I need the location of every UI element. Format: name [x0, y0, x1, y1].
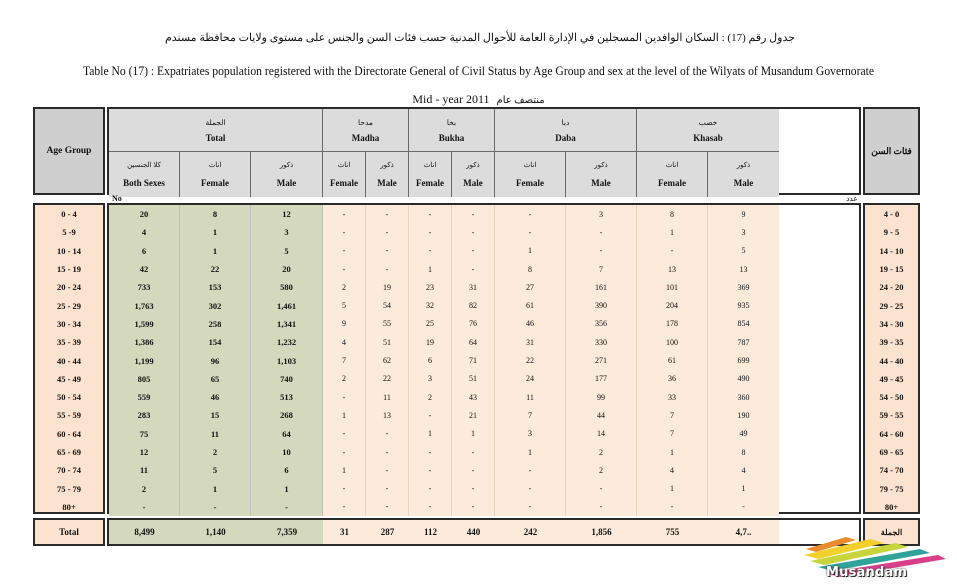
table-cell: 36 — [668, 374, 676, 384]
table-column — [323, 205, 366, 516]
age-group-cell: 50 - 54 — [56, 392, 82, 403]
table-cell: 283 — [137, 410, 151, 421]
total-label-arabic: الجملة — [863, 518, 920, 546]
table-cell: 46 — [526, 319, 534, 329]
table-cell: 271 — [595, 356, 607, 366]
table-cell: 11 — [139, 465, 149, 476]
table-title-arabic: جدول رقم (17) : السكان الوافدين المسجلين في الإدارة العامة للأحوال المدنية حسب فئات السن والجنس على مستوى ولايات محافظة مسندم — [164, 32, 796, 44]
period-arabic: منتصف عام — [496, 95, 545, 106]
table-cell: - — [385, 246, 389, 256]
table-cell: 75 — [139, 428, 149, 439]
table-cell: 4 — [141, 227, 147, 238]
table-cell: - — [428, 227, 432, 237]
table-cell: 740 — [280, 373, 293, 384]
table-cell: - — [742, 502, 745, 512]
table-column — [708, 205, 779, 516]
table-cell: - — [670, 502, 674, 512]
table-cell: 1,763 — [134, 300, 154, 311]
table-cell: 854 — [737, 319, 750, 329]
table-cell: 1 — [471, 429, 475, 439]
table-cell: 153 — [208, 282, 222, 293]
subcol-header: اناث Female — [409, 152, 452, 197]
total-cell: 7,359 — [251, 520, 323, 544]
table-column — [366, 205, 409, 516]
table-cell: 3 — [284, 227, 289, 238]
table-column — [109, 205, 180, 516]
table-cell: 8 — [212, 209, 218, 220]
total-cell: 4,7.. — [708, 520, 779, 544]
table-cell: 1 — [212, 227, 218, 238]
age-group-cell: 80+ — [884, 501, 899, 512]
table-cell: 2 — [599, 465, 603, 475]
age-group-cell: 70 - 74 — [56, 465, 82, 476]
age-group-cell: 4 - 0 — [883, 209, 900, 220]
age-group-cell: 60 - 64 — [56, 428, 82, 439]
subcol-header: ذكور Male — [452, 152, 495, 197]
table-cell: 7 — [599, 264, 603, 274]
age-group-cell: 45 - 49 — [56, 373, 82, 384]
table-cell: 1 — [284, 483, 289, 494]
table-cell: 32 — [426, 301, 434, 311]
table-cell: - — [428, 502, 432, 512]
table-cell: - — [471, 465, 475, 475]
table-cell: 101 — [666, 282, 678, 292]
table-cell: - — [385, 264, 389, 274]
table-cell: 4 — [342, 337, 346, 347]
table-cell: 7 — [670, 410, 674, 420]
age-group-cell: 69 - 65 — [879, 447, 904, 457]
age-group-cell: 34 - 30 — [879, 318, 904, 329]
table-cell: - — [342, 502, 346, 512]
table-cell: 13 — [383, 410, 391, 420]
table-cell: - — [285, 501, 288, 512]
table-cell: 71 — [469, 356, 477, 366]
table-cell: 19 — [426, 337, 434, 347]
table-cell: 4 — [670, 465, 674, 475]
table-cell: - — [428, 209, 432, 219]
table-cell: - — [528, 227, 532, 237]
table-cell: 3 — [428, 374, 432, 384]
table-cell: 62 — [383, 356, 391, 366]
age-group-cell: 35 - 39 — [56, 337, 82, 348]
table-cell: 1,461 — [276, 300, 297, 311]
table-cell: 1 — [670, 227, 674, 237]
table-cell: 5 — [741, 246, 746, 256]
age-group-cell: 75 - 79 — [56, 483, 82, 494]
table-cell: 31 — [526, 337, 534, 347]
table-cell: 699 — [737, 356, 750, 366]
table-cell: - — [428, 484, 432, 494]
table-cell: - — [428, 447, 432, 457]
total-cell: 242 — [495, 520, 566, 544]
table-cell: - — [342, 392, 346, 402]
table-cell: 2 — [428, 392, 432, 402]
table-column — [180, 205, 251, 516]
table-header — [107, 107, 861, 195]
table-cell: 15 — [210, 410, 220, 421]
group-header-daba: دبا Daba — [495, 109, 637, 152]
table-cell: 154 — [208, 337, 222, 348]
table-cell: 8 — [528, 264, 532, 274]
subcol-header: اناث Female — [323, 152, 366, 197]
table-cell: 20 — [282, 264, 291, 275]
table-cell: 51 — [383, 337, 391, 347]
logo-text: Musandam — [826, 565, 908, 580]
age-group-cell: 29 - 25 — [879, 300, 904, 311]
table-cell: 1,199 — [134, 355, 154, 366]
table-cell: 1 — [342, 465, 346, 475]
table-cell: - — [213, 501, 217, 512]
table-cell: 4 — [741, 465, 746, 475]
age-group-cell: 24 - 20 — [879, 282, 904, 293]
table-cell: - — [385, 447, 389, 457]
table-cell: 82 — [469, 301, 477, 311]
table-cell: 935 — [737, 301, 750, 311]
table-cell: 21 — [469, 410, 477, 420]
total-cell: 1,856 — [566, 520, 637, 544]
table-cell: 2 — [141, 483, 147, 494]
table-cell: 1 — [528, 447, 532, 457]
table-cell: - — [342, 264, 346, 274]
table-cell: 369 — [737, 282, 750, 292]
table-cell: - — [342, 429, 346, 439]
table-cell: - — [670, 246, 674, 256]
table-cell: 1 — [670, 484, 674, 494]
subcol-header: ذكور Male — [566, 152, 637, 197]
table-cell: - — [471, 246, 475, 256]
table-cell: 787 — [737, 337, 750, 347]
table-cell: 54 — [383, 301, 391, 311]
table-cell: 178 — [666, 319, 678, 329]
table-cell: 19 — [383, 282, 391, 292]
table-cell: 356 — [595, 319, 607, 329]
table-column — [637, 205, 708, 516]
table-cell: 55 — [383, 319, 391, 329]
table-cell: 513 — [280, 392, 293, 403]
table-cell: 268 — [280, 410, 293, 421]
total-cell: 31 — [323, 520, 366, 544]
table-cell: 25 — [426, 319, 434, 329]
table-cell: 8 — [741, 447, 746, 457]
table-cell: 559 — [137, 392, 151, 403]
table-cell: 14 — [597, 429, 605, 439]
age-group-cell: 80+ — [62, 501, 76, 512]
table-cell: - — [471, 447, 475, 457]
table-column — [409, 205, 452, 516]
table-cell: 11 — [526, 392, 534, 402]
table-cell: - — [342, 246, 346, 256]
age-group-header-english: Age Group — [33, 107, 105, 195]
unit-label-english: No — [112, 194, 122, 203]
table-cell: 27 — [526, 282, 534, 292]
totals-row — [107, 518, 861, 546]
period-english: Mid - year 2011 — [412, 92, 490, 106]
table-cell: - — [385, 429, 389, 439]
table-column — [495, 205, 566, 516]
subcol-header: اناث Female — [495, 152, 566, 197]
table-cell: 1 — [670, 447, 674, 457]
table-cell: 3 — [741, 227, 746, 237]
table-cell: - — [471, 264, 475, 274]
table-cell: 3 — [599, 209, 603, 219]
table-period — [0, 92, 957, 107]
age-group-cell: 39 - 35 — [879, 337, 904, 348]
table-cell: - — [599, 484, 603, 494]
table-cell: 61 — [668, 356, 676, 366]
table-cell: 51 — [469, 374, 477, 384]
age-group-cell: 9 - 5 — [883, 227, 900, 238]
table-cell: 61 — [526, 301, 534, 311]
table-cell: 2 — [342, 282, 346, 292]
age-group-cell: 14 - 10 — [879, 245, 904, 256]
table-cell: 1 — [428, 264, 432, 274]
table-cell: - — [528, 465, 532, 475]
table-cell: 96 — [210, 355, 220, 366]
table-cell: - — [471, 502, 475, 512]
table-cell: 8 — [670, 209, 674, 219]
subcol-header: اناث Female — [637, 152, 708, 197]
table-cell: 1,386 — [134, 337, 154, 348]
table-cell: 161 — [595, 282, 607, 292]
subcol-header: اناث Female — [180, 152, 251, 197]
table-cell: 6 — [428, 356, 432, 366]
table-cell: 11 — [383, 392, 391, 402]
table-cell: - — [428, 410, 432, 420]
table-cell: 2 — [212, 447, 218, 457]
table-cell: 1 — [428, 429, 432, 439]
table-cell: 1 — [342, 410, 346, 420]
table-cell: - — [385, 227, 389, 237]
age-group-cell: 55 - 59 — [56, 410, 82, 421]
table-cell: - — [471, 484, 475, 494]
table-cell: 11 — [210, 428, 220, 439]
table-cell: 42 — [139, 264, 149, 275]
table-cell: 733 — [137, 282, 151, 293]
age-group-cell: 49 - 45 — [879, 373, 904, 384]
table-cell: 2 — [599, 447, 603, 457]
table-cell: 1,341 — [276, 318, 297, 329]
subcol-header: ذكور Male — [366, 152, 409, 197]
table-cell: 805 — [137, 373, 151, 384]
table-cell: - — [471, 227, 475, 237]
age-group-cell: 79 - 75 — [879, 483, 904, 494]
table-cell: 7 — [528, 410, 532, 420]
table-cell: - — [385, 465, 389, 475]
group-header-total: الجملة Total — [109, 109, 323, 152]
table-cell: - — [385, 502, 389, 512]
table-cell: 64 — [469, 337, 477, 347]
table-cell: 258 — [208, 318, 222, 329]
table-cell: - — [528, 484, 532, 494]
table-column — [251, 205, 323, 516]
table-cell: 22 — [526, 356, 534, 366]
table-cell: 22 — [210, 264, 220, 275]
table-cell: 31 — [469, 282, 477, 292]
age-group-cell: 44 - 40 — [879, 355, 904, 366]
table-cell: - — [599, 227, 603, 237]
table-cell: 1,103 — [276, 355, 297, 366]
table-cell: 1 — [741, 484, 746, 494]
table-cell: 3 — [528, 429, 532, 439]
table-cell: 190 — [737, 410, 750, 420]
table-cell: 490 — [737, 374, 750, 384]
age-group-cell: 59 - 55 — [879, 410, 904, 421]
age-group-cell: 30 - 34 — [56, 318, 82, 329]
table-cell: 10 — [282, 447, 291, 457]
table-title-english: Table No (17) : Expatriates population registered with the Directorate General of Civil Status by Age Group and sex at the level of the Wilyats of Musandum Governorate — [82, 64, 875, 78]
table-cell: - — [142, 501, 146, 512]
table-cell: 49 — [739, 429, 748, 439]
age-group-cell: 19 - 15 — [879, 264, 904, 275]
age-group-cell: 0 - 4 — [61, 209, 77, 220]
table-cell: 100 — [666, 337, 678, 347]
table-cell: 204 — [666, 301, 678, 311]
table-cell: 1 — [212, 245, 218, 256]
table-cell: 24 — [526, 374, 534, 384]
group-header-khasab: خصب Khasab — [637, 109, 779, 152]
table-cell: - — [599, 502, 603, 512]
table-cell: 13 — [739, 264, 748, 274]
table-cell: 46 — [210, 392, 220, 403]
subcol-header: كلا الجنسين Both Sexes — [109, 152, 180, 197]
total-label-english: Total — [33, 518, 105, 546]
table-cell: 1 — [528, 246, 532, 256]
age-group-column-arabic — [863, 203, 920, 514]
unit-label-arabic: عدد — [846, 194, 858, 203]
table-cell: 23 — [426, 282, 434, 292]
table-column — [566, 205, 637, 516]
table-cell: 12 — [282, 209, 291, 220]
table-cell: 12 — [139, 447, 149, 457]
total-cell: 287 — [366, 520, 409, 544]
table-cell: 33 — [668, 392, 676, 402]
table-cell: - — [528, 502, 532, 512]
table-cell: - — [599, 246, 603, 256]
age-group-cell: 20 - 24 — [56, 282, 82, 293]
age-group-cell: 15 - 19 — [56, 264, 82, 275]
table-cell: 360 — [737, 392, 750, 402]
table-column — [452, 205, 495, 516]
table-cell: - — [428, 465, 432, 475]
table-body — [107, 203, 861, 514]
table-cell: 330 — [595, 337, 607, 347]
table-cell: - — [342, 447, 346, 457]
age-group-cell: 25 - 29 — [56, 300, 82, 311]
age-group-cell: 64 - 60 — [879, 428, 904, 439]
table-cell: 22 — [383, 374, 391, 384]
table-cell: 20 — [139, 209, 149, 220]
table-cell: 1,599 — [134, 318, 154, 329]
table-cell: 2 — [342, 374, 346, 384]
table-cell: 99 — [597, 392, 605, 402]
age-group-cell: 40 - 44 — [56, 355, 82, 366]
table-cell: 5 — [212, 465, 218, 476]
age-group-column-english — [33, 203, 105, 514]
total-cell: 1,140 — [180, 520, 251, 544]
subcol-header: ذكور Male — [708, 152, 779, 197]
table-cell: 65 — [210, 373, 220, 384]
group-header-bukha: بخا Bukha — [409, 109, 495, 152]
table-cell: 302 — [208, 300, 222, 311]
table-cell: 44 — [597, 410, 605, 420]
table-cell: 5 — [342, 301, 346, 311]
table-cell: 64 — [282, 428, 291, 439]
table-cell: 580 — [280, 282, 293, 293]
table-cell: 5 — [284, 245, 289, 256]
table-cell: 1,232 — [276, 337, 297, 348]
table-cell: 390 — [595, 301, 607, 311]
table-cell: 76 — [469, 319, 477, 329]
table-cell: - — [342, 209, 346, 219]
age-group-cell: 10 - 14 — [56, 245, 82, 256]
table-cell: - — [385, 209, 389, 219]
total-cell: 8,499 — [109, 520, 180, 544]
total-cell: 755 — [637, 520, 708, 544]
table-cell: - — [385, 484, 389, 494]
table-cell: 43 — [469, 392, 477, 402]
group-header-madha: مدحا Madha — [323, 109, 409, 152]
table-cell: - — [528, 209, 532, 219]
subcol-header: ذكور Male — [251, 152, 323, 197]
table-cell: - — [342, 484, 346, 494]
table-cell: 9 — [342, 319, 346, 329]
age-group-cell: 5 -9 — [62, 227, 76, 238]
age-group-cell: 74 - 70 — [879, 465, 904, 476]
table-cell: 7 — [342, 356, 346, 366]
table-cell: 9 — [741, 209, 746, 219]
table-cell: - — [428, 246, 432, 256]
age-group-header-arabic: فئات السن — [863, 107, 920, 195]
age-group-cell: 65 - 69 — [56, 447, 82, 457]
table-cell: 6 — [141, 245, 147, 256]
table-cell: 6 — [284, 465, 289, 476]
table-cell: - — [342, 227, 346, 237]
total-cell: 440 — [452, 520, 495, 544]
table-cell: - — [471, 209, 475, 219]
age-group-cell: 54 - 50 — [879, 392, 904, 403]
table-cell: 1 — [212, 483, 218, 494]
table-cell: 13 — [668, 264, 676, 274]
table-cell: 7 — [670, 429, 674, 439]
total-cell: 112 — [409, 520, 452, 544]
table-cell: 177 — [595, 374, 607, 384]
